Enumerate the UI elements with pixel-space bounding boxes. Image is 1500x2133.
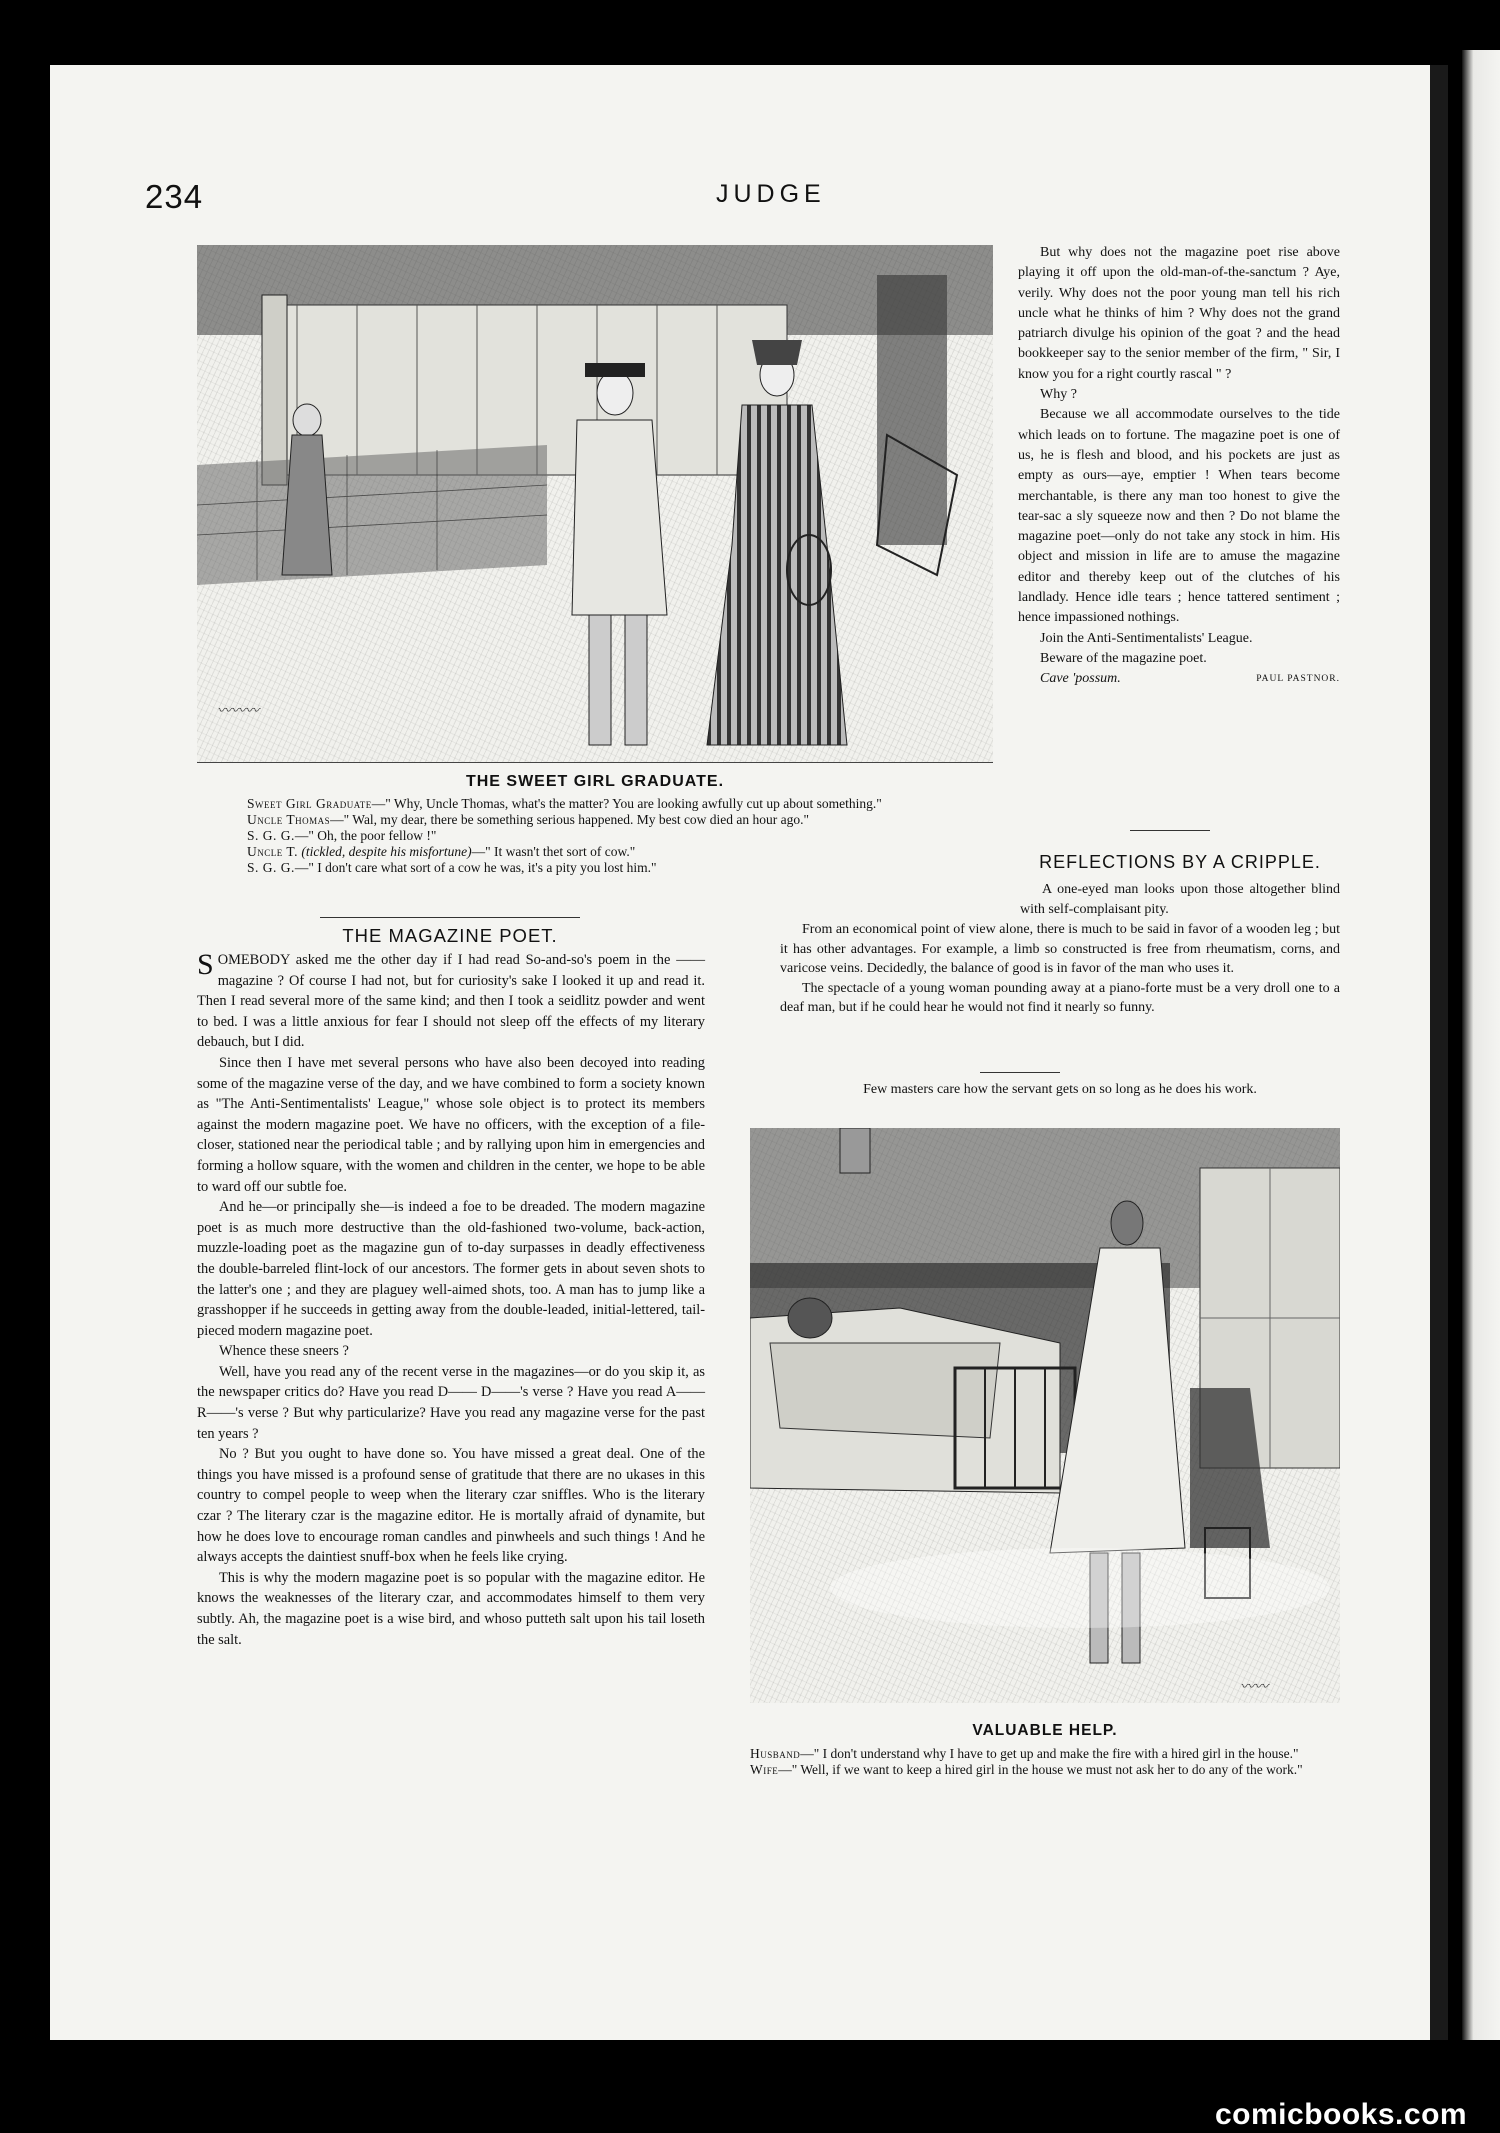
illustrator-signature: 〰〰 (1240, 1680, 1268, 1695)
article-paragraph: Because we all accommodate ourselves to the tide which leads on to fortune. The magazine poet is one of us, he is flesh and blood, and his pockets are just as empty as ours—aye, emptier ! When tears become merchantable, is there any man too honest to give the tear-sac a sly squeeze now and then ? Do not blame the magazine poet—only do not take any stock in him. His object and mission in life are to amuse the magazine editor and thereby keep out of the clutches of his landlady. Hence idle tears ; hence tattered sentiment ; hence impassioned nothings. (1018, 407, 1340, 626)
article-paragraph: Well, have you read any of the recent verse in the magazines—or do you skip it, as the newspaper critics do? Have you read D—— D——'s verse ? Have you read A—— R——'s verse ? But why particularize? Have you read any magazine verse for the past ten years ? (197, 1363, 705, 1442)
title-rule (320, 917, 580, 918)
filler-line: Few masters care how the servant gets on so long as he does his work. (863, 1082, 1257, 1097)
dialogue-line: Uncle Thomas—" Wal, my dear, there be something serious happened. My best cow died an hour ago." (247, 812, 810, 827)
article-paragraph: And he—or principally she—is indeed a foe to be dreaded. The modern magazine poet is as much more destructive than the old-fashioned two-volume, back-action, muzzle-loading poet as the magazine gun of to-day surpasses in deadly effectiveness the double-barreled flint-lock of our ancestors. The former gets in about seven shots to the latter's one ; and they are plaguey well-aimed shots, too. A man has to jump like a grasshopper if he succeeds in getting away from the double-leaded, initial-lettered, tail-pieced modern magazine poet. (197, 1199, 705, 1339)
site-watermark: comicbooks.com (1215, 2098, 1468, 2131)
illustrator-signature: 〰〰〰 (217, 704, 259, 719)
bottom-cartoon-title: VALUABLE HELP. (972, 1722, 1118, 1739)
magazine-poet-title: THE MAGAZINE POET. (342, 925, 558, 946)
dialogue-line: Wife—" Well, if we want to keep a hired girl in the house we must not ask her to do any of the work." (750, 1762, 1303, 1777)
dialogue-line: S. G. G.—" Oh, the poor fellow !" (247, 828, 437, 843)
article-paragraph: Why ? (1040, 387, 1077, 403)
dialogue-line: Sweet Girl Graduate—" Why, Uncle Thomas, what's the matter? You are looking awfully cut up about something." (247, 796, 882, 811)
article-paragraph: No ? But you ought to have done so. You have missed a great deal. One of the things you have missed is a profound sense of gratitude that there are no ukases in this country to compel people to weep when the literary czar sniffles. Who is the literary czar ? The literary czar is the magazine editor. He is mortally afraid of dynamite, but how he does love to encourage roman candles and pinwheels and such things ! And he always accepts the daintiest snuff-box when he feels like crying. (197, 1446, 705, 1566)
article-paragraph: This is why the modern magazine poet is so popular with the magazine editor. He knows the weaknesses of the literary czar, and accommodates himself to them very subtly. Ah, the magazine poet is a wise bird, and whoso putteth salt upon his tail loseth the salt. (197, 1569, 705, 1648)
article-paragraph: The spectacle of a young woman pounding away at a piano-forte must be a very droll one to a deaf man, but if he could hear he would not find it nearly so funny. (780, 980, 1340, 1015)
dialogue-line: Husband—" I don't understand why I have to get up and make the fire with a hired girl in the house." (750, 1746, 1299, 1761)
drop-cap: S (197, 948, 214, 981)
top-cartoon-dialogue (225, 796, 1005, 876)
running-head: JUDGE (716, 180, 826, 208)
reflections-title: REFLECTIONS BY A CRIPPLE. (1039, 852, 1321, 872)
dialogue-line: Uncle T. (tickled, despite his misfortune)—" It wasn't thet sort of cow." (247, 844, 636, 859)
article-signoff: Cave 'possum. PAUL PASTNOR. (1018, 669, 1340, 689)
article-paragraph: Whence these sneers ? (219, 1343, 349, 1360)
section-rule (980, 1072, 1060, 1073)
article-paragraph: Join the Anti-Sentimentalists' League. (1040, 630, 1253, 646)
page-number: 234 (145, 178, 204, 215)
bedroom-scene-drawing (750, 1128, 1340, 1703)
magazine-poet-continued-column (1018, 243, 1340, 690)
article-paragraph: A one-eyed man looks upon those altogether blind with self-complaisant pity. (1020, 882, 1340, 917)
top-cartoon-title: THE SWEET GIRL GRADUATE. (465, 773, 725, 790)
article-paragraph: From an economical point of view alone, there is much to be said in favor of a wooden leg ; but it has other advantages. For example, a limb so constructed is free from rheumatism, corns, and varicose veins. Decidedly, the balance of good is in favor of the man who uses it. (780, 922, 1340, 976)
article-paragraph: SOMEBODY asked me the other day if I had read So-and-so's poem in the —— magazine ? Of course I had not, but for curiosity's sake I looked it up and read it. Then I read several more of the same kind; and then I took a seidlitz powder and went to bed. I was a little anxious for fear I should not sleep off the effects of my literary debauch, but I did. (197, 948, 705, 1051)
reflections-wide-column (780, 920, 1340, 1018)
article-paragraph: Beware of the magazine poet. (1040, 650, 1207, 666)
section-rule (1130, 830, 1210, 831)
article-paragraph: But why does not the magazine poet rise above playing it off upon the old-man-of-the-sanctum ? Aye, verily. Why does not the poor young man tell his rich uncle what he thinks of him ? Why does not the grand patriarch divulge his opinion of the goat ? and the head bookkeeper say to the senior member of the firm, " Sir, I know you for a right courtly rascal " ? (1018, 245, 1340, 382)
tennis-scene-drawing (197, 245, 993, 762)
magazine-poet-column (197, 950, 705, 1650)
author-byline: PAUL PASTNOR. (1256, 674, 1340, 685)
valuable-help-illustration (750, 1128, 1340, 1703)
adjacent-page-edge (1462, 50, 1500, 2040)
article-paragraph: Since then I have met several persons who have also been decoyed into reading some of the magazine verse of the day, and we have combined to form a society known as "The Anti-Sentimentalists' League," whose sole object is to protect its members against the modern magazine poet. We have no officers, with the exception of a file-closer, stationed near the periodical table ; and by rallying upon him in emergencies and forming a hollow square, with the women and children in the center, we hope to be able to ward off our subtle foe. (197, 1054, 705, 1195)
reflections-column (1020, 880, 1340, 919)
bottom-cartoon-dialogue (728, 1746, 1340, 1778)
sweet-girl-graduate-illustration (197, 245, 993, 763)
dialogue-line: S. G. G.—" I don't care what sort of a cow he was, it's a pity you lost him." (247, 860, 657, 875)
